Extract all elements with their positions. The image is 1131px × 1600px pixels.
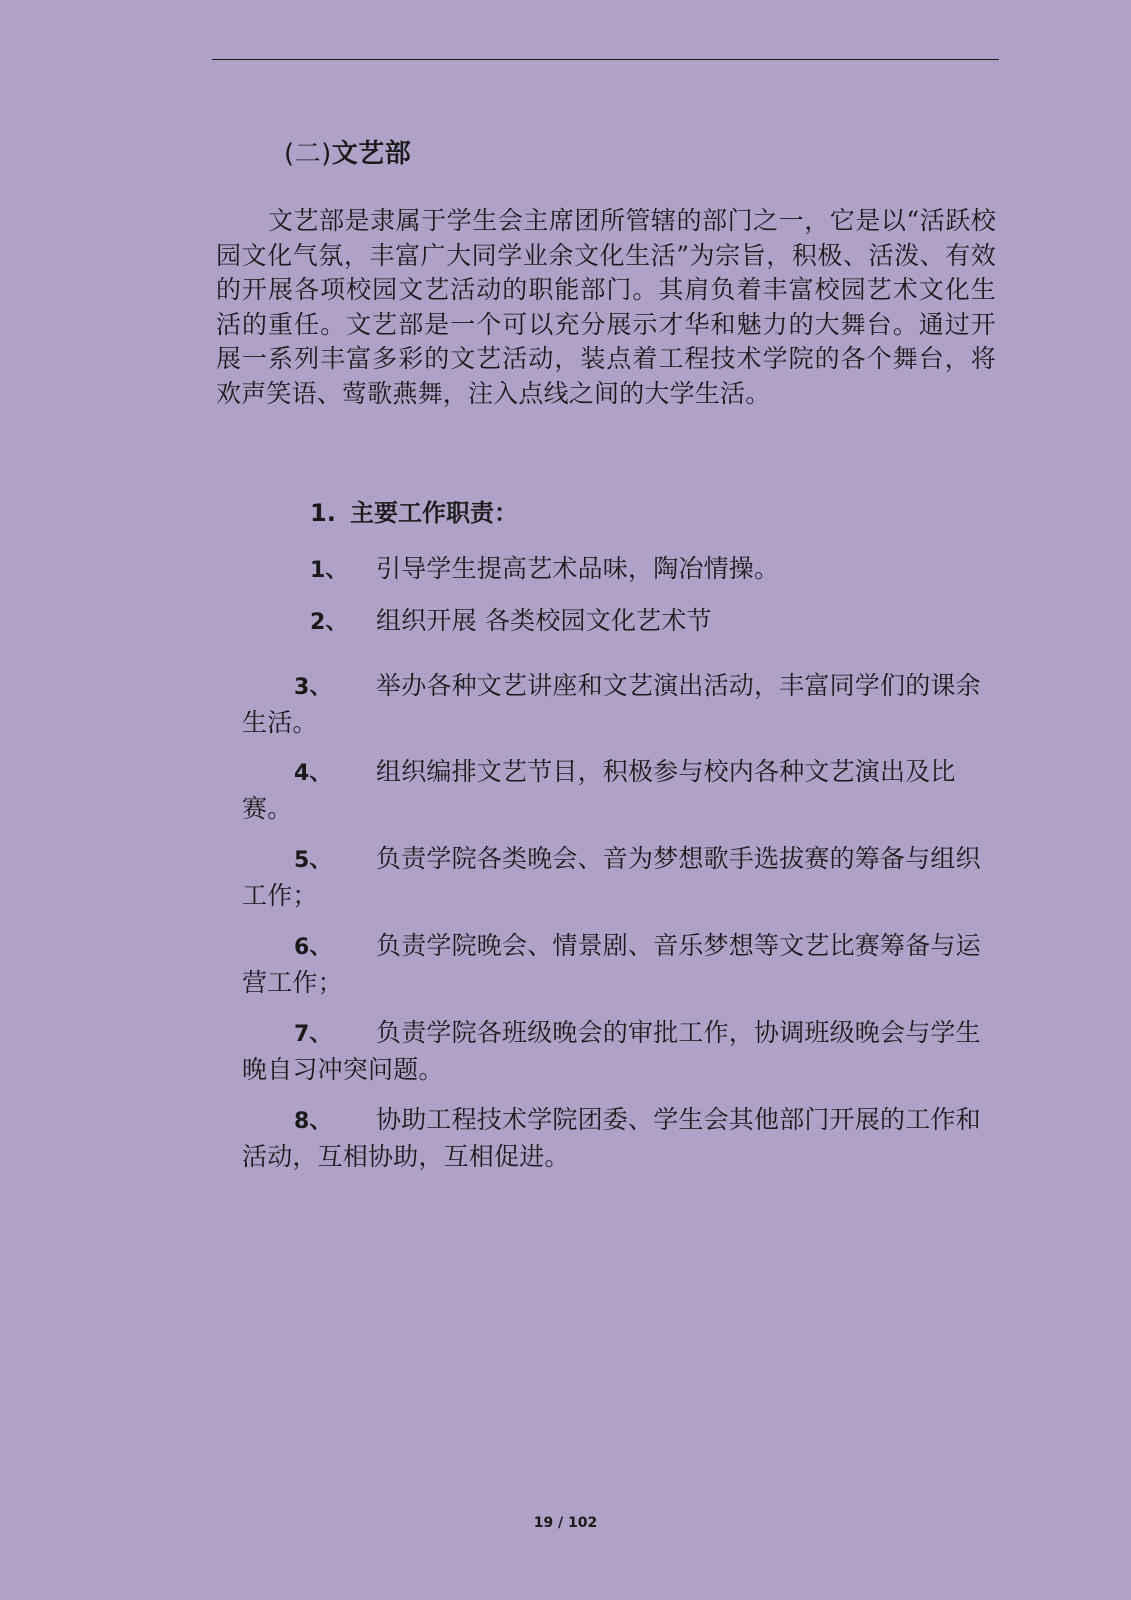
duty-item-1 [242,551,998,588]
duty-number: 5、 [294,848,332,873]
sub-heading-title: 主要工作职责： [350,499,518,527]
duty-number: 3、 [294,675,332,700]
duty-text: 举办各种文艺讲座和文艺演出活动，丰富同学们的课余生活。 [242,671,981,737]
duty-item-2 [242,603,998,640]
duty-text: 协助工程技术学院团委、学生会其他部门开展的工作和活动，互相协助，互相促进。 [242,1105,981,1171]
duty-text: 负责学院各类晚会、音为梦想歌手选拔赛的筹备与组织工作； [242,844,981,910]
duty-item-8 [242,1102,998,1174]
duty-number: 6、 [294,935,332,960]
duty-text: 引导学生提高艺术品味，陶冶情操。 [376,554,780,583]
duty-text: 组织编排文艺节目，积极参与校内各种文艺演出及比赛。 [242,757,956,823]
duty-number: 1、 [310,558,348,583]
sub-heading-number: 1. [310,499,336,527]
duty-number: 2、 [310,610,348,635]
duty-item-7 [242,1015,998,1087]
duty-number: 4、 [294,761,332,786]
duty-number: 7、 [294,1022,332,1047]
section-heading-title: 文艺部 [331,139,412,169]
duty-text: 负责学院晚会、情景剧、音乐梦想等文艺比赛筹备与运营工作； [242,931,981,997]
duty-item-5 [242,841,998,913]
duty-item-6 [242,928,998,1000]
header-rule [212,59,999,60]
sub-heading [310,493,518,528]
section-heading-number: (二) [284,139,332,169]
duty-text: 负责学院各班级晚会的审批工作，协调班级晚会与学生晚自习冲突问题。 [242,1018,981,1084]
intro-paragraph: 文艺部是隶属于学生会主席团所管辖的部门之一，它是以“活跃校园文化气氛，丰富广大同学业余文化生活”为宗旨，积极、活泼、有效的开展各项校园文艺活动的职能部门。其肩负着丰富校园艺术文化生活的重任。文艺部是一个可以充分展示才华和魅力的大舞台。通过开展一系列丰富多彩的文艺活动，装点着工程技术学院的各个舞台，将欢声笑语、莺歌燕舞，注入点线之间的大学生活。 [216,206,996,408]
section-heading [284,133,411,170]
duty-item-4 [242,754,998,826]
duty-number: 8、 [294,1109,332,1134]
duty-text: 组织开展 各类校园文化艺术节 [376,606,712,635]
page-number: 19 / 102 [533,1515,598,1531]
duty-item-3 [242,668,998,740]
